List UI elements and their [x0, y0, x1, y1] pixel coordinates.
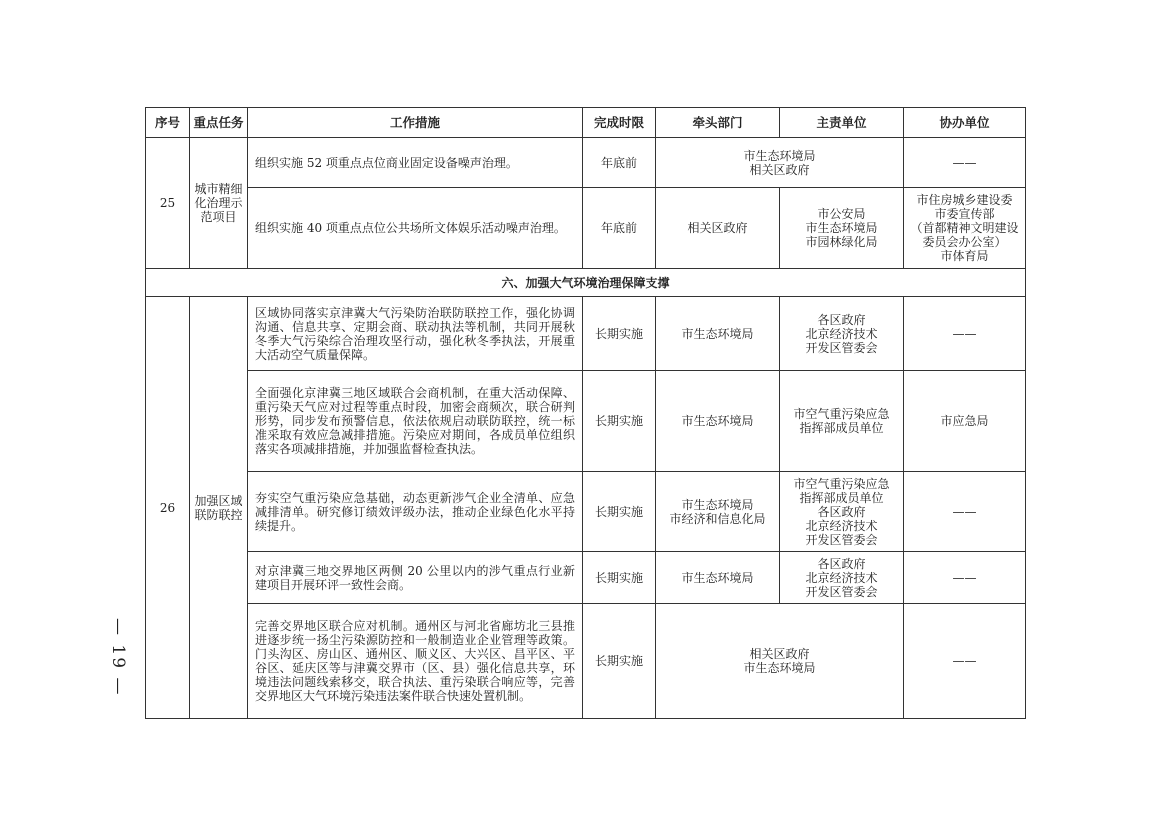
- measure: 全面强化京津冀三地区域联合会商机制，在重大活动保障、重污染天气应对过程等重点时段，加密会商频次，联合研判形势，同步发布预警信息，依法依规启动联防联控，统一标准采取有效应急减排措施。污染应对期间，各成员单位组织落实各项减排措施，并加强监督检查执法。: [248, 371, 583, 472]
- assist-unit: ——: [904, 138, 1026, 188]
- measure: 完善交界地区联合应对机制。通州区与河北省廊坊北三县推进逐步统一扬尘污染源防控和一般制造业企业管理等政策。门头沟区、房山区、通州区、顺义区、大兴区、昌平区、平谷区、延庆区等与津冀交界市（区、县）强化信息共享，环境违法问题线索移交，联合执法、重污染联合响应等，完善交界地区大气环境污染违法案件联合快速处置机制。: [248, 604, 583, 719]
- main-unit: 市公安局 市生态环境局 市园林绿化局: [780, 188, 904, 269]
- table-row: [146, 604, 1026, 719]
- lead-department: 市生态环境局: [656, 552, 780, 604]
- deadline: 年底前: [583, 188, 656, 269]
- table-row: [146, 552, 1026, 604]
- deadline: 长期实施: [583, 604, 656, 719]
- table-row: [146, 188, 1026, 269]
- key-task: 城市精细化治理示范项目: [190, 138, 248, 269]
- lead-department: 市生态环境局 市经济和信息化局: [656, 472, 780, 552]
- header-no: 序号: [146, 108, 190, 138]
- assist-unit: 市住房城乡建设委 市委宣传部 （首都精神文明建设委员会办公室） 市体育局: [904, 188, 1026, 269]
- header-measure: 工作措施: [248, 108, 583, 138]
- lead-department: 市生态环境局: [656, 297, 780, 371]
- lead-department: 市生态环境局: [656, 371, 780, 472]
- main-unit: 各区政府 北京经济技术 开发区管委会: [780, 297, 904, 371]
- measure: 对京津冀三地交界地区两侧 20 公里以内的涉气重点行业新建项目开展环评一致性会商。: [248, 552, 583, 604]
- lead-and-main-unit: 市生态环境局 相关区政府: [656, 138, 904, 188]
- header-task: 重点任务: [190, 108, 248, 138]
- deadline: 长期实施: [583, 472, 656, 552]
- deadline: 长期实施: [583, 297, 656, 371]
- assist-unit: ——: [904, 552, 1026, 604]
- lead-and-main-unit: 相关区政府 市生态环境局: [656, 604, 904, 719]
- assist-unit: 市应急局: [904, 371, 1026, 472]
- page-number: — 19 —: [108, 617, 128, 697]
- deadline: 长期实施: [583, 371, 656, 472]
- table-row: [146, 138, 1026, 188]
- assist-unit: ——: [904, 297, 1026, 371]
- main-unit: 市空气重污染应急 指挥部成员单位: [780, 371, 904, 472]
- header-main: 主责单位: [780, 108, 904, 138]
- header-deadline: 完成时限: [583, 108, 656, 138]
- main-unit: 各区政府 北京经济技术 开发区管委会: [780, 552, 904, 604]
- main-unit: 市空气重污染应急 指挥部成员单位 各区政府 北京经济技术 开发区管委会: [780, 472, 904, 552]
- table-row: [146, 371, 1026, 472]
- measure: 组织实施 52 项重点点位商业固定设备噪声治理。: [248, 138, 583, 188]
- section-heading: 六、加强大气环境治理保障支撑: [146, 269, 1026, 297]
- row-number: 26: [146, 297, 190, 719]
- header-assist: 协办单位: [904, 108, 1026, 138]
- assist-unit: ——: [904, 604, 1026, 719]
- lead-department: 相关区政府: [656, 188, 780, 269]
- measure: 夯实空气重污染应急基础，动态更新涉气企业全清单、应急减排清单。研究修订绩效评级办法，推动企业绿色化水平持续提升。: [248, 472, 583, 552]
- task-table: [145, 107, 1026, 719]
- header-lead: 牵头部门: [656, 108, 780, 138]
- header-row: [146, 108, 1026, 138]
- key-task: 加强区域联防联控: [190, 297, 248, 719]
- measure: 组织实施 40 项重点点位公共场所文体娱乐活动噪声治理。: [248, 188, 583, 269]
- measure: 区域协同落实京津冀大气污染防治联防联控工作，强化协调沟通、信息共享、定期会商、联动执法等机制，共同开展秋冬季大气污染综合治理攻坚行动，强化秋冬季执法，开展重大活动空气质量保障。: [248, 297, 583, 371]
- assist-unit: ——: [904, 472, 1026, 552]
- deadline: 长期实施: [583, 552, 656, 604]
- table-row: [146, 297, 1026, 371]
- table-row: [146, 472, 1026, 552]
- deadline: 年底前: [583, 138, 656, 188]
- section-row: [146, 269, 1026, 297]
- row-number: 25: [146, 138, 190, 269]
